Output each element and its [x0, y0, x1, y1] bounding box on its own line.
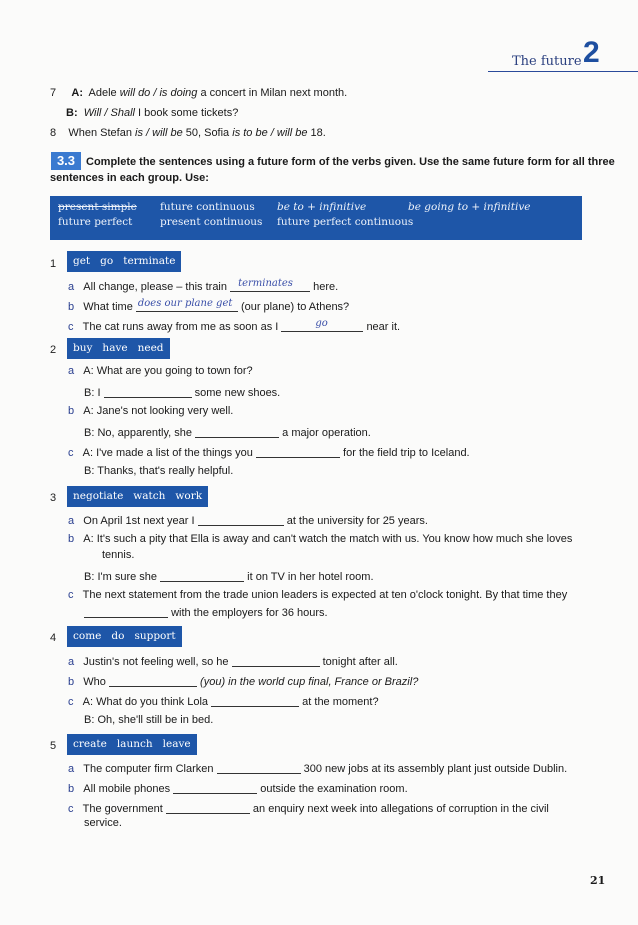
g4-item-c-line2: B: Oh, she'll still be in bed.: [84, 714, 214, 726]
g2-item-c-line2: B: Thanks, that's really helpful.: [84, 465, 234, 477]
g1-b-answer: does our plane get: [137, 298, 233, 309]
g5-item-c-cont: service.: [84, 817, 122, 829]
item-8: 8 When Stefan is / will be 50, Sofia is to be / will be 18.: [50, 127, 326, 139]
g2-item-b-line1: b A: Jane's not looking very well.: [68, 405, 234, 417]
exercise-number-badge: 3.3: [51, 152, 81, 170]
g1-item-b: b What time does our plane get (our plane) to Athens?: [68, 298, 350, 313]
form-future-continuous: future continuous: [160, 201, 255, 213]
future-forms-box: [50, 196, 582, 240]
g1-item-a: a All change, please – this train terminates here.: [68, 278, 339, 293]
group-4-number: 4: [50, 632, 57, 644]
g4-item-c-line1: c A: What do you think Lola at the moment?: [68, 696, 379, 708]
g3-item-c-line2: with the employers for 36 hours.: [84, 604, 328, 620]
form-be-going-to: be going to + infinitive: [408, 201, 531, 213]
item-7-a: 7 A: Adele will do / is doing a concert in Milan next month.: [50, 87, 348, 99]
group-3-verbs: negotiate watch work: [67, 486, 208, 507]
g5-item-a: a The computer firm Clarken 300 new jobs at its assembly plant just outside Dublin.: [68, 763, 568, 775]
g1-item-c: c The cat runs away from me as soon as I go near it.: [68, 318, 401, 333]
g5-item-b: b All mobile phones outside the examination room.: [68, 783, 408, 795]
form-present-simple: present simple: [58, 201, 137, 213]
form-present-continuous: present continuous: [160, 216, 263, 228]
header-rule: [488, 71, 638, 72]
exercise-instruction-line2: sentences in each group. Use:: [50, 172, 209, 184]
g3-item-a: a On April 1st next year I at the university for 25 years.: [68, 515, 428, 527]
g4-item-a: a Justin's not feeling well, so he tonight after all.: [68, 656, 398, 668]
group-3-number: 3: [50, 492, 57, 504]
g3-item-b-cont: tennis.: [102, 549, 135, 561]
g2-item-a-line1: a A: What are you going to town for?: [68, 365, 253, 377]
group-2-verbs: buy have need: [67, 338, 170, 359]
header-title: The future: [512, 54, 582, 69]
group-4-verbs: come do support: [67, 626, 182, 647]
g1-a-answer: terminates: [238, 278, 293, 289]
g2-item-c-line1: c A: I've made a list of the things you for the field trip to Iceland.: [68, 447, 470, 459]
g2-item-b-line2: B: No, apparently, she a major operation.: [84, 427, 371, 439]
chapter-number: 2: [583, 36, 600, 69]
g3-item-b-line2: B: I'm sure she it on TV in her hotel room.: [84, 571, 374, 583]
form-be-to-infinitive: be to + infinitive: [277, 201, 367, 213]
exercise-instruction-line1: Complete the sentences using a future form of the verbs given. Use the same future form for all three: [86, 156, 615, 168]
group-1-number: 1: [50, 258, 57, 270]
g2-item-a-line2: B: I some new shoes.: [84, 387, 281, 399]
group-5-number: 5: [50, 740, 57, 752]
g4-item-b: b Who (you) in the world cup final, France or Brazil?: [68, 676, 419, 688]
g3-item-c-line1: c The next statement from the trade union leaders is expected at ten o'clock tonight. By that time they: [68, 589, 568, 601]
group-5-verbs: create launch leave: [67, 734, 197, 755]
form-future-perfect: future perfect: [58, 216, 133, 228]
group-2-number: 2: [50, 344, 57, 356]
g1-c-answer: go: [315, 318, 328, 329]
g3-item-b-line1: b A: It's such a pity that Ella is away and can't watch the match with us. You know how much she loves: [68, 533, 573, 545]
form-future-perfect-continuous: future perfect continuous: [277, 216, 414, 228]
item-7-b: B: Will / Shall I book some tickets?: [66, 107, 239, 119]
page-number: 21: [590, 874, 606, 887]
g5-item-c: c The government an enquiry next week into allegations of corruption in the civil: [68, 803, 549, 815]
group-1-verbs: get go terminate: [67, 251, 181, 272]
